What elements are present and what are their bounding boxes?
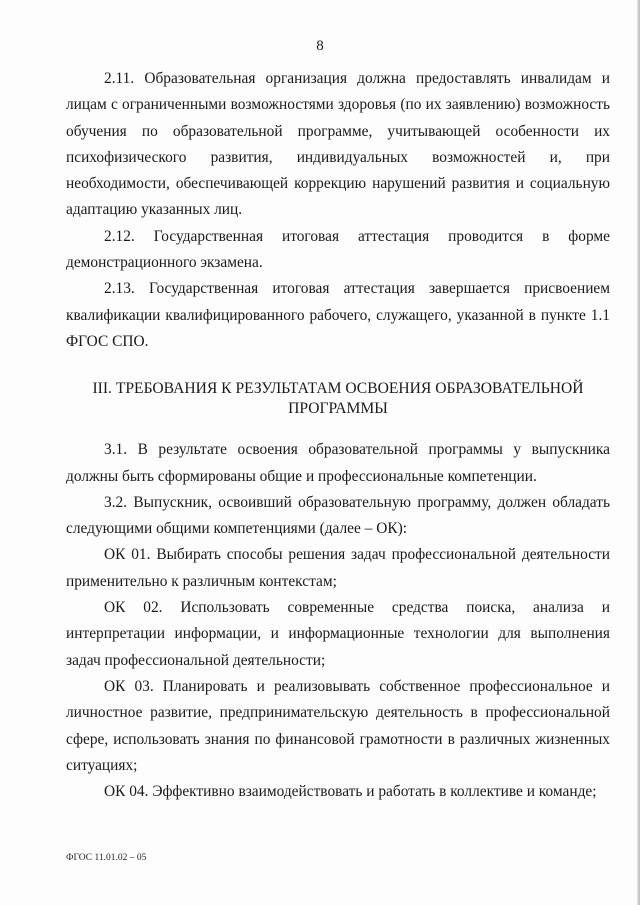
page-number: 8 xyxy=(316,38,324,54)
paragraph-ok-04: ОК 04. Эффективно взаимодействовать и работать в коллективе и команде; xyxy=(104,783,597,801)
paragraph-2-11: 2.11. Образовательная организация должна предоставлять инвалидам и лицам с ограниченными возможностями здоровья (по их заявлению) возможность обучения по образовательной программе, учитывающей особенности их психофизического развития, индивидуальных возможностей и, при необходимости, обеспечивающей коррекцию нарушений развития и социальную адаптацию указанных лиц. xyxy=(66,70,610,219)
paragraph-2-12: 2.12. Государственная итоговая аттестация проводится в форме демонстрационного экзамена. xyxy=(66,227,610,272)
paragraph-ok-01: ОК 01. Выбирать способы решения задач профессиональной деятельности применительно к различным контекстам; xyxy=(66,546,610,590)
section-heading: III. ТРЕБОВАНИЯ К РЕЗУЛЬТАТАМ ОСВОЕНИЯ ОБРАЗОВАТЕЛЬНОЙ ПРОГРАММЫ xyxy=(92,380,584,418)
paragraph-3-1: 3.1. В результате освоения образовательной программы у выпускника должны быть сформированы общие и профессиональные компетенции. xyxy=(66,441,610,485)
paragraph-3-2: 3.2. Выпускник, освоивший образовательную программу, должен обладать следующими общими компетенциями (далее – ОК): xyxy=(66,493,610,538)
paragraph-2-13: 2.13. Государственная итоговая аттестация завершается присвоением квалификации квалифицированного рабочего, служащего, указанной в пункте 1.1 ФГОС СПО. xyxy=(66,280,610,350)
paragraph-ok-02: ОК 02. Использовать современные средства поиска, анализа и интерпретации информации, и информационные технологии для выполнения задач профессиональной деятельности; xyxy=(66,599,610,669)
paragraph-ok-03: ОК 03. Планировать и реализовывать собственное профессиональное и личностное развитие, предпринимательскую деятельность в профессиональной сфере, использовать знания по финансовой грамотности в различных жизненных ситуациях; xyxy=(66,677,610,774)
document-body xyxy=(66,66,610,805)
footer-code: ФГОС 11.01.02 – 05 xyxy=(66,853,147,863)
